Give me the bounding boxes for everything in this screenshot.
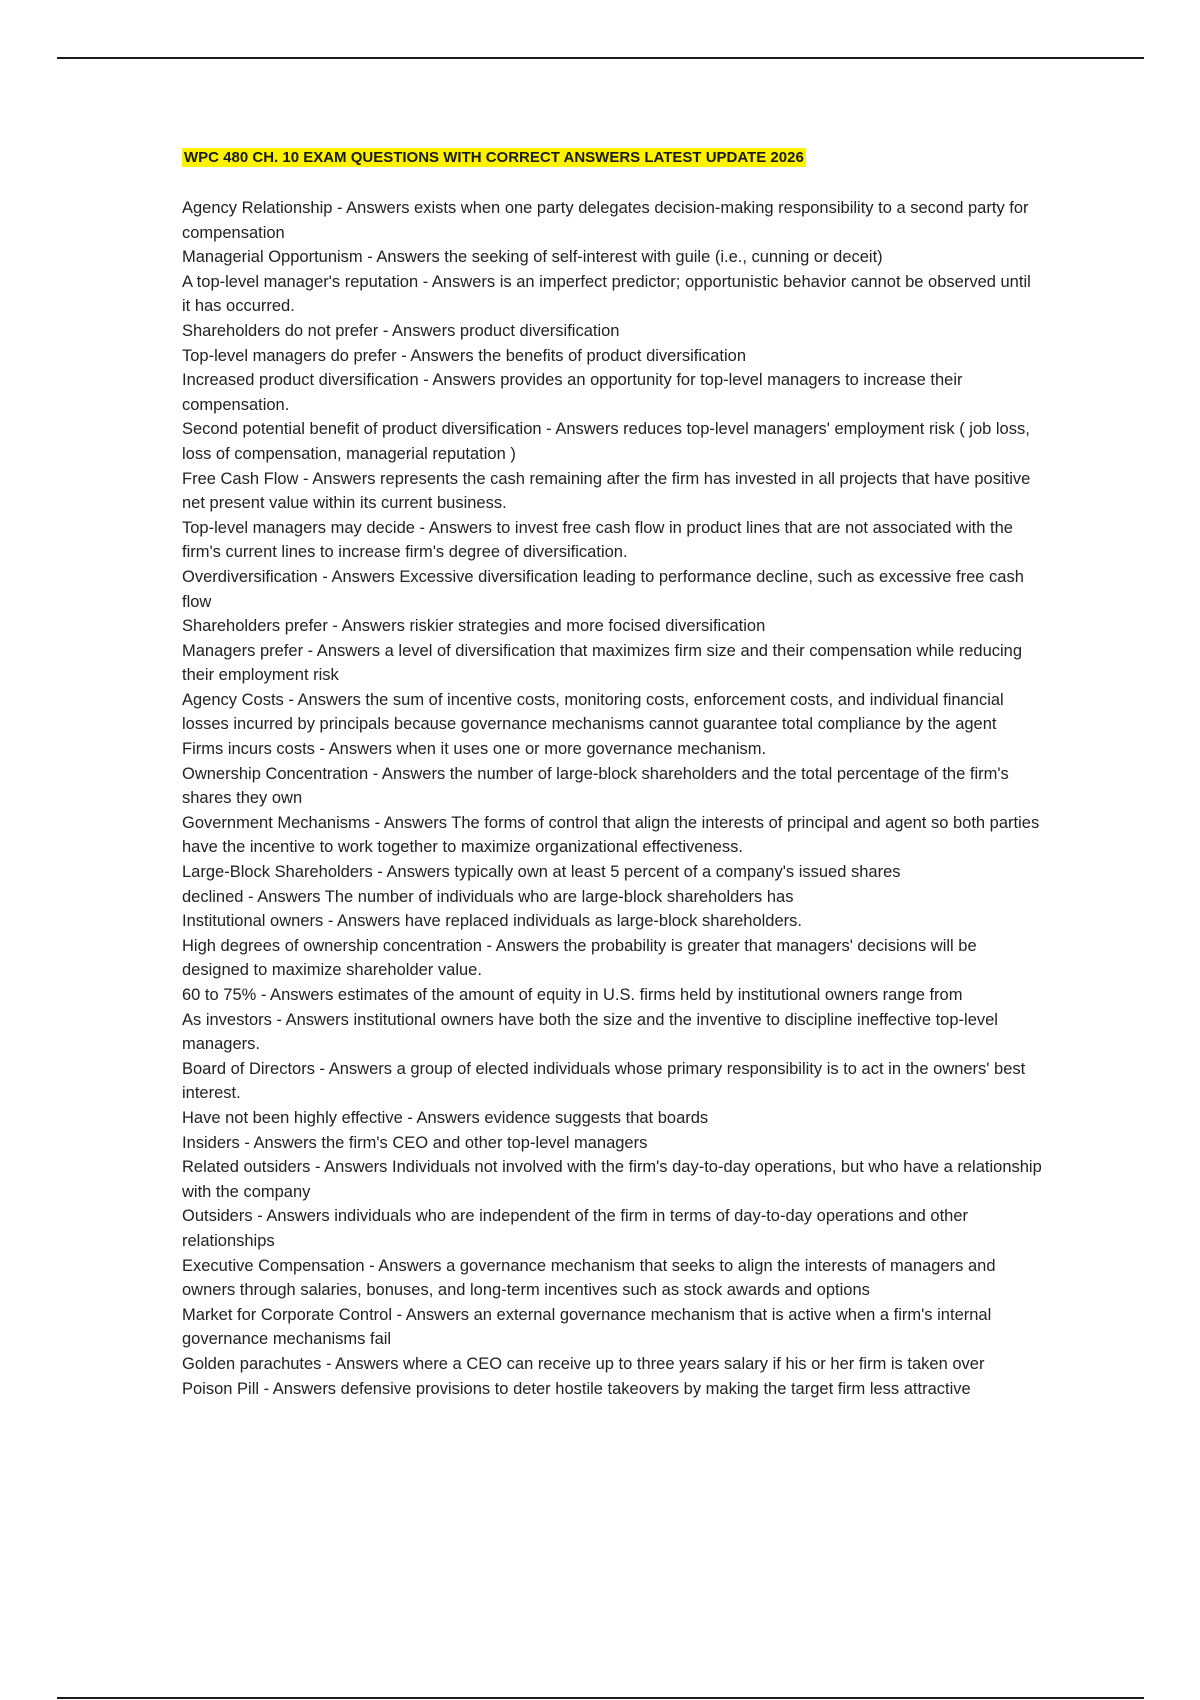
qa-entry: Managerial Opportunism - Answers the seeking of self-interest with guile (i.e., cunning or deceit) xyxy=(182,248,883,267)
qa-entry: Overdiversification - Answers Excessive diversification leading to performance decline, such as excessive free cash flow xyxy=(182,567,1024,611)
qa-entry: Agency Relationship - Answers exists when one party delegates decision-making responsibility to a second party for compensation xyxy=(182,199,1029,242)
qa-entry: A top-level manager's reputation - Answers is an imperfect predictor; opportunistic behavior cannot be observed until it has occurred. xyxy=(182,272,1031,316)
qa-entry: Institutional owners - Answers have replaced individuals as large-block shareholders. xyxy=(182,912,802,931)
document-title xyxy=(182,148,1042,168)
qa-entry: Insiders - Answers the firm's CEO and other top-level managers xyxy=(182,1133,648,1152)
qa-entry: Executive Compensation - Answers a governance mechanism that seeks to align the interests of managers and owners through salaries, bonuses, and long-term incentives such as stock awards and options xyxy=(182,1256,996,1300)
qa-entry: Increased product diversification - Answers provides an opportunity for top-level managers to increase their compensation. xyxy=(182,371,963,414)
qa-entry: Outsiders - Answers individuals who are independent of the firm in terms of day-to-day operations and other relationships xyxy=(182,1207,968,1250)
header-rule xyxy=(57,57,1144,59)
title-highlight: WPC 480 CH. 10 EXAM QUESTIONS WITH CORRECT ANSWERS LATEST UPDATE 2026 xyxy=(184,149,804,166)
qa-entry: Firms incurs costs - Answers when it uses one or more governance mechanism. xyxy=(182,740,767,759)
footer-rule xyxy=(57,1697,1144,1699)
qa-entry: Board of Directors - Answers a group of elected individuals whose primary responsibility is to act in the owners' best interest. xyxy=(182,1059,1026,1103)
qa-entry: Shareholders prefer - Answers riskier strategies and more focised diversification xyxy=(182,617,766,636)
qa-entry: Related outsiders - Answers Individuals not involved with the firm's day-to-day operations, but who have a relationship with the company xyxy=(182,1158,1042,1201)
qa-entry: High degrees of ownership concentration - Answers the probability is greater that managers' decisions will be designed to maximize shareholder value. xyxy=(182,936,977,980)
qa-entry: Golden parachutes - Answers where a CEO can receive up to three years salary if his or her firm is taken over xyxy=(182,1354,985,1373)
qa-entry: declined - Answers The number of individuals who are large-block shareholders has xyxy=(182,887,794,906)
qa-entry: Market for Corporate Control - Answers an external governance mechanism that is active when a firm's internal governance mechanisms fail xyxy=(182,1305,992,1349)
qa-entry: Government Mechanisms - Answers The forms of control that align the interests of principal and agent so both parties have the incentive to work together to maximize organizational effectiveness. xyxy=(182,813,1040,857)
qa-entry: As investors - Answers institutional owners have both the size and the inventive to discipline ineffective top-level managers. xyxy=(182,1010,998,1054)
qa-entry: Second potential benefit of product diversification - Answers reduces top-level managers' employment risk ( job loss, loss of compensation, managerial reputation ) xyxy=(182,420,1030,463)
qa-entry: Shareholders do not prefer - Answers product diversification xyxy=(182,321,620,340)
qa-list xyxy=(182,196,1042,1401)
document-body xyxy=(182,148,1042,1401)
qa-entry: Agency Costs - Answers the sum of incentive costs, monitoring costs, enforcement costs, and individual financial losses incurred by principals because governance mechanisms cannot guarantee total compliance by the agent xyxy=(182,690,1004,734)
qa-entry: Poison Pill - Answers defensive provisions to deter hostile takeovers by making the target firm less attractive xyxy=(182,1379,971,1398)
qa-entry: Top-level managers do prefer - Answers the benefits of product diversification xyxy=(182,346,747,365)
qa-entry: Free Cash Flow - Answers represents the cash remaining after the firm has invested in all projects that have positive net present value within its current business. xyxy=(182,469,1031,513)
qa-entry: 60 to 75% - Answers estimates of the amount of equity in U.S. firms held by institutional owners range from xyxy=(182,986,963,1004)
qa-entry: Top-level managers may decide - Answers to invest free cash flow in product lines that are not associated with the firm's current lines to increase firm's degree of diversification. xyxy=(182,518,1013,562)
qa-entry: Managers prefer - Answers a level of diversification that maximizes firm size and their compensation while reducing their employment risk xyxy=(182,641,1023,685)
qa-entry: Have not been highly effective - Answers evidence suggests that boards xyxy=(182,1108,709,1127)
qa-entry: Large-Block Shareholders - Answers typically own at least 5 percent of a company's issued shares xyxy=(182,863,901,882)
qa-entry: Ownership Concentration - Answers the number of large-block shareholders and the total percentage of the firm's shares they own xyxy=(182,764,1009,808)
